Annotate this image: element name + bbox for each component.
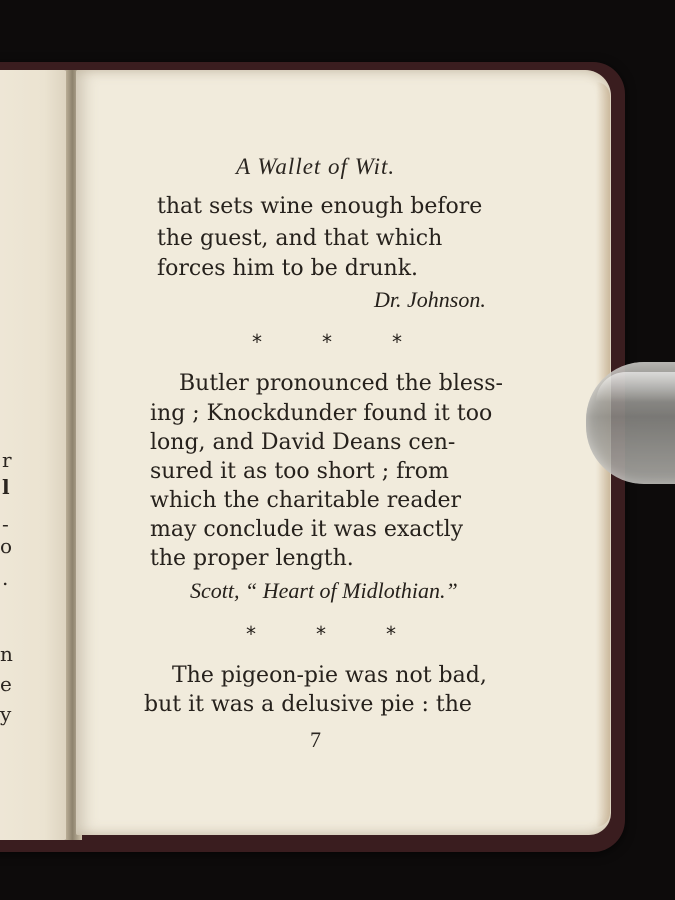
passage-line: may conclude it was exactly xyxy=(150,517,464,542)
left-page-mark: y xyxy=(0,702,12,726)
separator-star: * xyxy=(392,330,402,354)
passage-line: Butler pronounced the bless- xyxy=(179,371,503,396)
left-page-mark: . xyxy=(2,566,9,590)
page-clip-highlight xyxy=(596,372,675,402)
left-page-mark: e xyxy=(0,672,12,696)
left-page-mark: l xyxy=(2,475,10,499)
separator-star: * xyxy=(386,622,396,646)
page-number: 7 xyxy=(310,727,321,752)
separator-star: * xyxy=(246,622,256,646)
passage-line: ing ; Knockdunder found it too xyxy=(150,401,493,426)
passage-line: which the charitable reader xyxy=(150,488,462,513)
separator-star: * xyxy=(252,330,262,354)
passage-line: but it was a delusive pie : the xyxy=(144,692,472,717)
left-page-mark: o xyxy=(0,534,13,558)
passage-line: the proper length. xyxy=(150,546,354,571)
passage-line: long, and David Deans cen- xyxy=(150,430,456,455)
left-page-mark: n xyxy=(0,642,13,666)
section-separator xyxy=(252,330,402,354)
passage-line: forces him to be drunk. xyxy=(157,256,419,281)
running-head: A Wallet of Wit. xyxy=(236,154,396,179)
left-page-mark: - xyxy=(2,512,9,536)
section-separator xyxy=(246,622,396,646)
passage-line: that sets wine enough before xyxy=(157,194,483,219)
attribution: Dr. Johnson. xyxy=(374,287,486,312)
separator-star: * xyxy=(322,330,332,354)
left-page-mark: r xyxy=(2,448,12,472)
attribution: Scott, “ Heart of Midlothian.” xyxy=(190,578,458,603)
separator-star: * xyxy=(316,622,326,646)
passage-line: sured it as too short ; from xyxy=(150,459,449,484)
passage-line: The pigeon-pie was not bad, xyxy=(172,663,487,688)
passage-line: the guest, and that which xyxy=(157,226,443,251)
